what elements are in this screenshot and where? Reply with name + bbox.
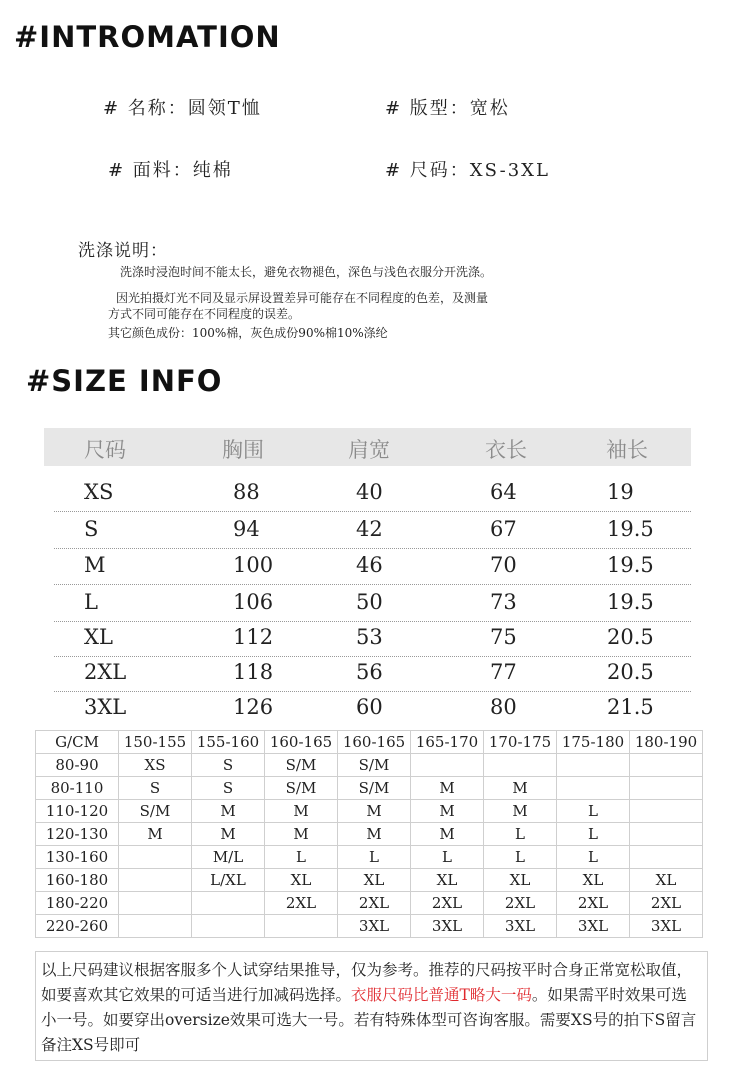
hw-size-cell — [119, 892, 192, 915]
size-cell-shoulder: 46 — [356, 553, 383, 577]
size-cell-sleeve: 19.5 — [607, 517, 654, 541]
hw-weight-label: 80-90 — [36, 754, 119, 777]
hw-height-header: 180-190 — [630, 731, 703, 754]
size-header-length: 衣长 — [485, 438, 527, 462]
hw-row — [36, 754, 703, 777]
hw-size-cell: 2XL — [484, 892, 557, 915]
size-cell-sleeve: 19.5 — [607, 590, 654, 614]
hw-weight-label: 160-180 — [36, 869, 119, 892]
size-cell-length: 75 — [490, 625, 517, 649]
hw-size-cell — [119, 869, 192, 892]
hw-size-cell: S/M — [265, 777, 338, 800]
product-size-range: # 尺码：XS-3XL — [385, 160, 550, 181]
hw-weight-label: 80-110 — [36, 777, 119, 800]
hw-size-cell: L — [484, 846, 557, 869]
hw-size-cell: M — [338, 800, 411, 823]
hw-size-cell: S/M — [119, 800, 192, 823]
hw-size-cell — [630, 846, 703, 869]
wash-title: 洗涤说明： — [78, 241, 168, 261]
size-cell-sleeve: 21.5 — [607, 695, 654, 719]
hw-size-cell: 2XL — [630, 892, 703, 915]
hw-size-cell: M — [484, 800, 557, 823]
size-header-size: 尺码 — [84, 438, 126, 462]
size-cell-sleeve: 19.5 — [607, 553, 654, 577]
hw-height-header: 170-175 — [484, 731, 557, 754]
product-fit: # 版型：宽松 — [385, 98, 510, 119]
hw-size-cell — [192, 915, 265, 938]
row-divider — [54, 584, 691, 585]
size-cell-size: S — [84, 517, 99, 541]
size-cell-shoulder: 56 — [356, 660, 383, 684]
size-row — [44, 513, 691, 549]
size-info-title: #SIZE INFO — [26, 364, 223, 398]
hw-size-cell: M — [411, 800, 484, 823]
size-cell-length: 70 — [490, 553, 517, 577]
hw-size-cell: S/M — [338, 777, 411, 800]
size-cell-sleeve: 20.5 — [607, 660, 654, 684]
size-cell-size: M — [84, 553, 106, 577]
hw-size-cell: M — [119, 823, 192, 846]
size-row — [44, 621, 691, 657]
hw-size-cell: XL — [557, 869, 630, 892]
hw-size-cell: 3XL — [411, 915, 484, 938]
size-row — [44, 691, 691, 727]
size-cell-chest: 118 — [233, 660, 274, 684]
wash-line-3: 方式不同可能存在不同程度的误差。 — [108, 307, 301, 321]
size-cell-size: XL — [84, 625, 113, 649]
hw-size-cell: M — [411, 777, 484, 800]
hw-size-cell: XL — [484, 869, 557, 892]
hw-height-header: 160-165 — [265, 731, 338, 754]
product-name: # 名称：圆领T恤 — [103, 98, 262, 119]
size-row — [44, 656, 691, 692]
hw-size-cell: L — [557, 823, 630, 846]
hw-size-cell: 3XL — [338, 915, 411, 938]
size-row — [44, 476, 691, 512]
hw-weight-label: 180-220 — [36, 892, 119, 915]
hw-size-cell — [192, 892, 265, 915]
size-cell-shoulder: 40 — [356, 480, 383, 504]
hw-size-cell — [630, 800, 703, 823]
hw-size-cell: L/XL — [192, 869, 265, 892]
hw-size-cell: L — [338, 846, 411, 869]
size-note — [35, 951, 708, 1061]
hw-row — [36, 915, 703, 938]
size-cell-shoulder: 53 — [356, 625, 383, 649]
hw-size-cell: 2XL — [265, 892, 338, 915]
wash-line-2: 因光拍摄灯光不同及显示屏设置差异可能存在不同程度的色差，及测量 — [116, 291, 489, 305]
hw-row — [36, 800, 703, 823]
hw-height-header: 165-170 — [411, 731, 484, 754]
hw-size-cell: L — [557, 846, 630, 869]
hw-size-cell: L — [484, 823, 557, 846]
hw-size-cell: S/M — [338, 754, 411, 777]
hw-header-row — [36, 731, 703, 754]
hw-row — [36, 892, 703, 915]
hw-size-cell: M — [192, 800, 265, 823]
hw-weight-label: 110-120 — [36, 800, 119, 823]
size-header-shoulder: 肩宽 — [348, 438, 390, 462]
hw-size-cell: L — [411, 846, 484, 869]
size-cell-size: 3XL — [84, 695, 127, 719]
hw-row — [36, 823, 703, 846]
size-cell-length: 80 — [490, 695, 517, 719]
size-cell-chest: 126 — [233, 695, 274, 719]
hw-size-cell — [265, 915, 338, 938]
size-cell-length: 64 — [490, 480, 517, 504]
hw-size-cell: XS — [119, 754, 192, 777]
size-header-chest: 胸围 — [222, 438, 264, 462]
hw-size-cell: S — [192, 777, 265, 800]
hw-size-cell — [630, 777, 703, 800]
hw-size-cell — [119, 846, 192, 869]
hw-row — [36, 846, 703, 869]
size-cell-size: L — [84, 590, 98, 614]
hw-size-cell: XL — [630, 869, 703, 892]
hw-row — [36, 777, 703, 800]
size-cell-chest: 106 — [233, 590, 274, 614]
hw-size-cell: 3XL — [557, 915, 630, 938]
size-header-sleeve: 袖长 — [606, 438, 648, 462]
hw-size-cell: M — [338, 823, 411, 846]
hw-height-header: 155-160 — [192, 731, 265, 754]
size-cell-size: 2XL — [84, 660, 127, 684]
hw-size-cell: 2XL — [411, 892, 484, 915]
note-text-1: 以上尺码建议根据客服多个人试穿结果推导，仅为参考。推荐的尺码按平时合身正常宽松取值，如要喜欢其它效果的可适当进行加减码选择。 — [41, 961, 693, 1004]
wash-line-1: 洗涤时浸泡时间不能太长，避免衣物褪色，深色与浅色衣服分开洗涤。 — [120, 265, 493, 279]
row-divider — [54, 511, 691, 512]
hw-size-cell: XL — [338, 869, 411, 892]
size-cell-shoulder: 42 — [356, 517, 383, 541]
hw-size-cell: L — [265, 846, 338, 869]
hw-size-cell — [411, 754, 484, 777]
hw-corner-label: G/CM — [36, 731, 119, 754]
size-cell-size: XS — [84, 480, 114, 504]
hw-size-cell — [630, 823, 703, 846]
size-cell-chest: 100 — [233, 553, 274, 577]
product-fabric: # 面料：纯棉 — [108, 160, 233, 181]
note-text-2: 。如果需平时效果可选小一号。如要穿出oversize效果可选大一号。若有特殊体型可咨询客服。需要XS号的拍下S留言备注XS号即可 — [41, 986, 697, 1054]
hw-size-cell: 3XL — [630, 915, 703, 938]
size-cell-chest: 112 — [233, 625, 274, 649]
size-cell-sleeve: 19 — [607, 480, 634, 504]
size-cell-shoulder: 50 — [356, 590, 383, 614]
size-cell-shoulder: 60 — [356, 695, 383, 719]
hw-size-cell — [484, 754, 557, 777]
size-cell-sleeve: 20.5 — [607, 625, 654, 649]
hw-size-cell: S — [119, 777, 192, 800]
hw-size-cell: M — [265, 800, 338, 823]
hw-height-header: 160-165 — [338, 731, 411, 754]
hw-row — [36, 869, 703, 892]
hw-height-header: 175-180 — [557, 731, 630, 754]
size-cell-length: 73 — [490, 590, 517, 614]
hw-size-cell: M — [265, 823, 338, 846]
hw-weight-label: 130-160 — [36, 846, 119, 869]
hw-size-cell: 2XL — [557, 892, 630, 915]
hw-size-cell: 2XL — [338, 892, 411, 915]
height-weight-table — [35, 730, 703, 938]
hw-size-cell: M — [484, 777, 557, 800]
hw-size-cell: S/M — [265, 754, 338, 777]
size-row — [44, 586, 691, 622]
hw-size-cell: 3XL — [484, 915, 557, 938]
intro-title: #INTROMATION — [14, 20, 281, 54]
size-row — [44, 549, 691, 585]
hw-size-cell: M — [192, 823, 265, 846]
note-highlight: 衣服尺码比普通T略大一码 — [351, 986, 532, 1004]
hw-size-cell: L — [557, 800, 630, 823]
wash-line-4: 其它颜色成份：100%棉，灰色成份90%棉10%涤纶 — [108, 326, 388, 340]
hw-size-cell: M — [411, 823, 484, 846]
hw-size-cell: S — [192, 754, 265, 777]
hw-size-cell — [630, 754, 703, 777]
hw-size-cell: XL — [265, 869, 338, 892]
hw-size-cell: XL — [411, 869, 484, 892]
hw-weight-label: 120-130 — [36, 823, 119, 846]
size-cell-chest: 88 — [233, 480, 260, 504]
hw-height-header: 150-155 — [119, 731, 192, 754]
hw-size-cell — [557, 777, 630, 800]
hw-size-cell: M/L — [192, 846, 265, 869]
size-cell-chest: 94 — [233, 517, 260, 541]
hw-weight-label: 220-260 — [36, 915, 119, 938]
size-cell-length: 67 — [490, 517, 517, 541]
hw-size-cell — [119, 915, 192, 938]
size-cell-length: 77 — [490, 660, 517, 684]
hw-size-cell — [557, 754, 630, 777]
